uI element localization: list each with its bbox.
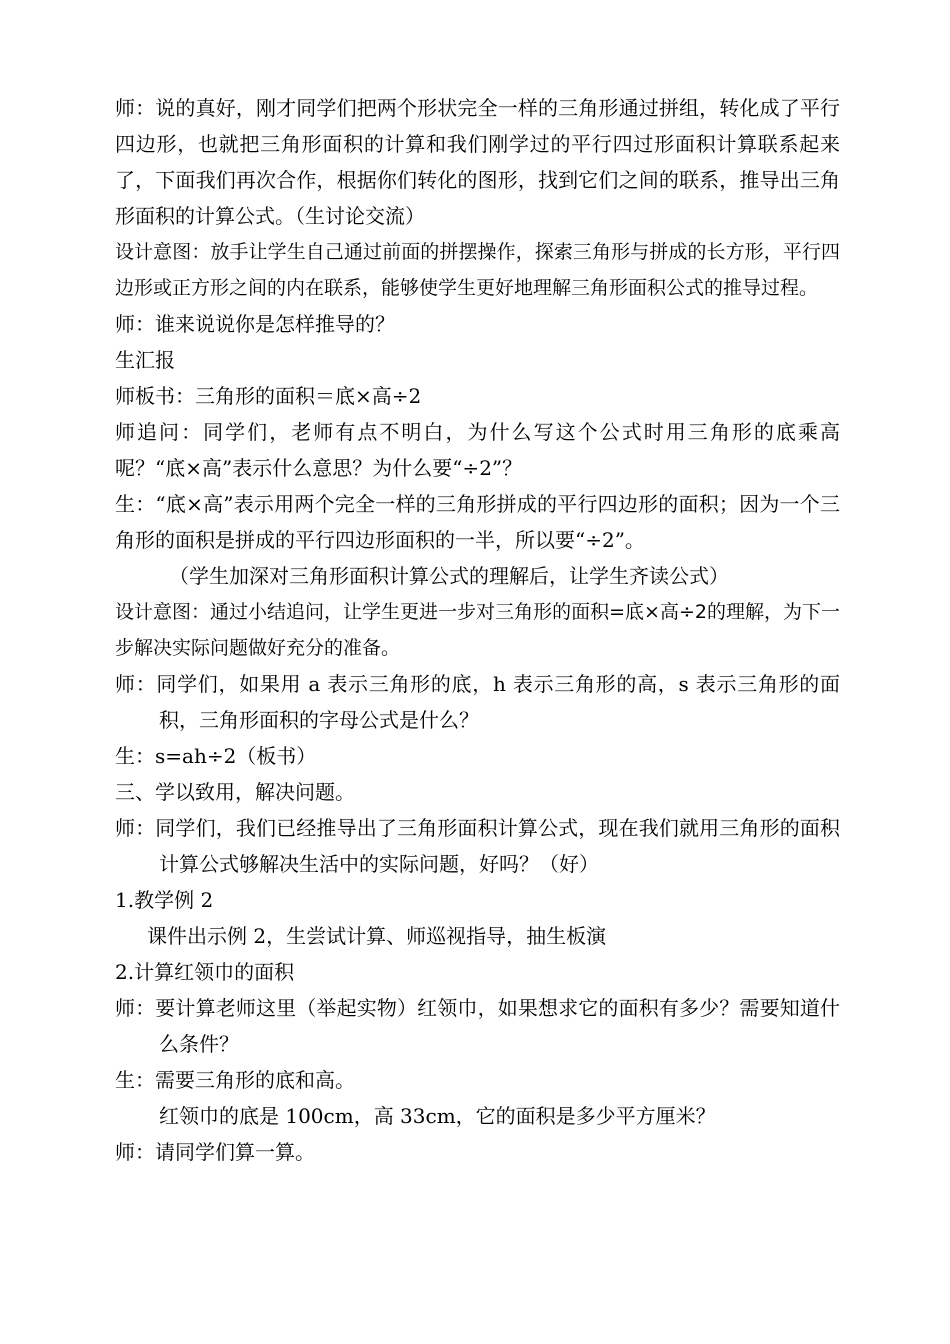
reading-note-line: （学生加深对三角形面积计算公式的理解后，让学生齐读公式） <box>169 564 729 588</box>
teacher-summary-paragraph: 师：说的真好，刚才同学们把两个形状完全一样的三角形通过拼组，转化成了平行四边形，也就把三角形面积的计算和我们刚学过的平行四过形面积计算联系起来了，下面我们再次合作，根据你们转化的图形，找到它们之间的联系，推导出三角形面积的计算公式。（生讨论交流） <box>115 96 840 228</box>
teacher-calculate-line: 师：请同学们算一算。 <box>115 1140 315 1164</box>
student-report-line: 生汇报 <box>115 348 175 372</box>
document-body <box>115 90 840 1170</box>
section-heading-apply: 三、学以致用，解决问题。 <box>115 780 355 804</box>
red-scarf-problem: 红领巾的底是 100cm，高 33cm，它的面积是多少平方厘米？ <box>159 1104 716 1128</box>
red-scarf-student-answer: 生：需要三角形的底和高。 <box>115 1068 355 1092</box>
teacher-question-paragraph: 师：谁来说说你是怎样推导的？ <box>115 312 395 336</box>
example-2-instruction: 课件出示例 2，生尝试计算、师巡视指导，抽生板演 <box>147 924 607 948</box>
letter-formula-answer: 生：s=ah÷2（板书） <box>115 744 317 768</box>
teacher-apply-paragraph: 师：同学们，我们已经推导出了三角形面积计算公式，现在我们就用三角形的面积计算公式够解决生活中的实际问题，好吗？（好） <box>115 816 840 876</box>
example-2-heading: 1.教学例 2 <box>115 888 214 912</box>
board-formula-line: 师板书：三角形的面积＝底×高÷2 <box>115 384 422 408</box>
design-intent-paragraph-2: 设计意图：通过小结追问，让学生更进一步对三角形的面积=底×高÷2的理解，为下一步解决实际问题做好充分的准备。 <box>115 601 840 659</box>
teacher-followup-paragraph: 师追问：同学们，老师有点不明白，为什么写这个公式时用三角形的底乘高呢？“底×高”表示什么意思？为什么要“÷2”？ <box>115 420 840 480</box>
red-scarf-heading: 2.计算红领巾的面积 <box>115 960 295 984</box>
letter-formula-question: 师：同学们，如果用 a 表示三角形的底，h 表示三角形的高，s 表示三角形的面积，三角形面积的字母公式是什么？ <box>115 672 840 732</box>
red-scarf-teacher-question: 师：要计算老师这里（举起实物）红领巾，如果想求它的面积有多少？需要知道什么条件？ <box>115 996 840 1056</box>
student-explanation-paragraph: 生：“底×高”表示用两个完全一样的三角形拼成的平行四边形的面积；因为一个三角形的面积是拼成的平行四边形面积的一半，所以要“÷2”。 <box>115 492 840 552</box>
design-intent-paragraph-1: 设计意图：放手让学生自己通过前面的拼摆操作，探索三角形与拼成的长方形，平行四边形或正方形之间的内在联系，能够使学生更好地理解三角形面积公式的推导过程。 <box>115 241 840 299</box>
